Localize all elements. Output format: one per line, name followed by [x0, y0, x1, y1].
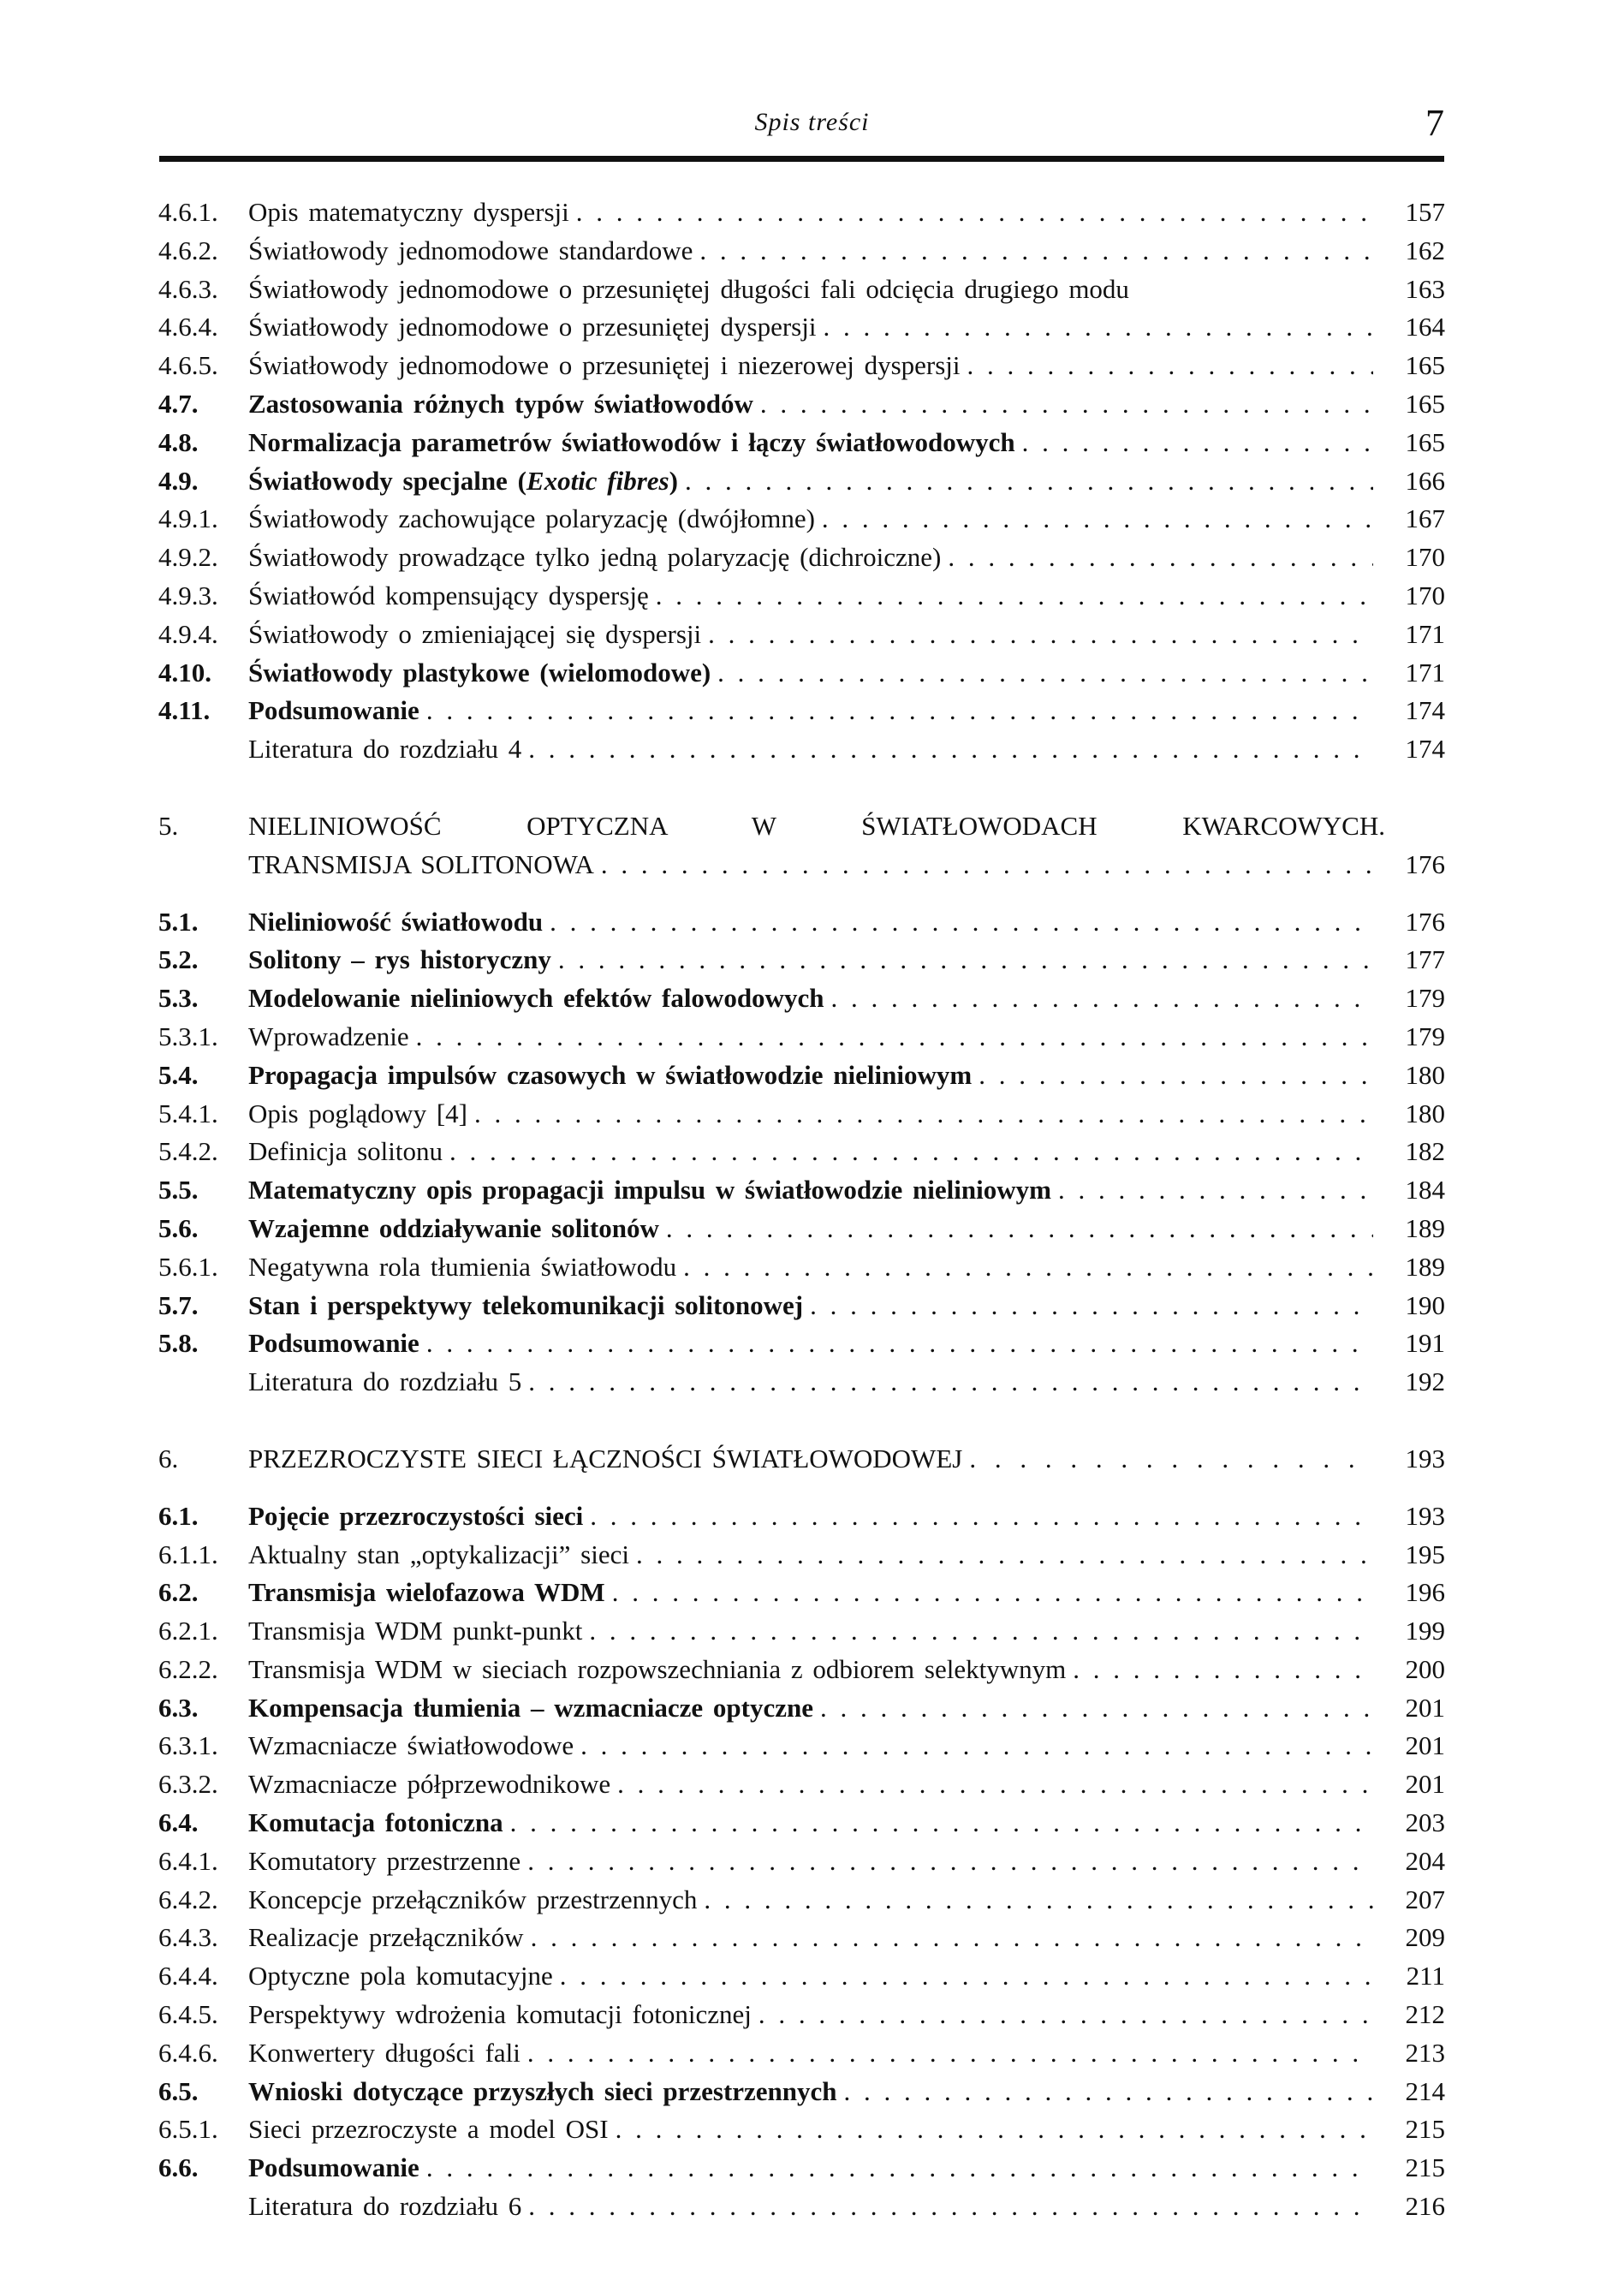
toc-entry [158, 500, 1445, 539]
dot-leader [416, 1018, 1373, 1057]
toc-entry [158, 1881, 1445, 1920]
dot-leader [449, 1133, 1373, 1171]
dot-leader [685, 462, 1373, 501]
entry-page: 165 [1405, 388, 1445, 419]
toc-entry [158, 979, 1445, 1018]
entry-title-text: Podsumowanie [248, 2152, 419, 2183]
toc-entry [158, 1018, 1445, 1057]
entry-number: 6.3.1. [158, 1730, 218, 1761]
dot-leader [820, 1689, 1373, 1728]
toc-entry [158, 1133, 1445, 1171]
dot-leader [717, 654, 1373, 693]
toc-entry [158, 1765, 1445, 1804]
dot-leader [580, 1727, 1373, 1765]
entry-title [248, 979, 824, 1018]
entry-title-text: Pojęcie przezroczystości sieci [248, 1500, 584, 1531]
entry-page: 215 [1405, 2152, 1445, 2183]
dot-leader [474, 1095, 1373, 1134]
entry-title [248, 1018, 409, 1057]
entry-title [248, 2073, 837, 2111]
entry-page: 215 [1405, 2114, 1445, 2145]
entry-title-text: Światłowód kompensujący dyspersję [248, 580, 649, 610]
entry-page: 203 [1405, 1807, 1445, 1838]
toc-entry [158, 385, 1445, 424]
entry-page: 167 [1405, 503, 1445, 534]
entry-title [248, 846, 594, 884]
entry-title [248, 347, 961, 385]
dot-leader [576, 193, 1373, 232]
entry-number: 4.9.2. [158, 542, 218, 573]
dot-leader [528, 1363, 1373, 1402]
entry-title [248, 1765, 610, 1804]
entry-page: 179 [1405, 1021, 1445, 1051]
entry-page: 192 [1405, 1366, 1445, 1397]
entry-title [248, 1497, 583, 1536]
toc-entry [158, 539, 1445, 577]
entry-title-text: PRZEZROCZYSTE SIECI ŁĄCZNOŚCI ŚWIATŁOWODOWEJ [248, 1443, 963, 1473]
entry-number: 5. [158, 810, 179, 841]
dot-leader [1073, 1651, 1373, 1689]
dot-leader [948, 539, 1373, 577]
entry-page: 213 [1405, 2037, 1445, 2068]
entry-title [248, 1325, 419, 1363]
entry-title-text: Modelowanie nieliniowych efektów falowodowych [248, 983, 824, 1014]
entry-title-text: Wzmacniacze półprzewodnikowe [248, 1769, 611, 1800]
entry-title [248, 1363, 521, 1402]
entry-page: 216 [1405, 2191, 1445, 2222]
entry-page: 209 [1405, 1922, 1445, 1953]
entry-number: 5.5. [158, 1175, 199, 1206]
dot-leader [656, 577, 1373, 616]
entry-number: 5.1. [158, 906, 199, 937]
entry-page: 170 [1405, 542, 1445, 573]
entry-title-text: Transmisja WDM punkt-punkt [248, 1616, 583, 1646]
entry-number: 6.2. [158, 1577, 199, 1608]
dot-leader [699, 232, 1373, 271]
entry-number: 5.6.1. [158, 1251, 218, 1282]
header-rule [159, 156, 1444, 162]
entry-page: 184 [1405, 1175, 1445, 1206]
entry-number: 6.4. [158, 1807, 199, 1838]
entry-title [248, 2188, 521, 2226]
entry-page: 180 [1405, 1059, 1445, 1090]
entry-title-text: Podsumowanie [248, 1328, 419, 1359]
toc-chapter-entry [158, 807, 1445, 846]
dot-leader [527, 1843, 1373, 1881]
entry-number: 4.6.1. [158, 197, 218, 227]
entry-title [248, 1996, 752, 2034]
entry-number: 6.4.3. [158, 1922, 218, 1953]
dot-leader [1058, 1171, 1373, 1210]
dot-leader [426, 692, 1373, 730]
entry-title [248, 692, 419, 730]
entry-page: 164 [1405, 312, 1445, 342]
entry-page: 200 [1405, 1653, 1445, 1684]
entry-title [248, 1171, 1051, 1210]
entry-number: 6.3.2. [158, 1769, 218, 1800]
dot-leader [510, 1804, 1373, 1843]
entry-title [248, 1957, 553, 1996]
entry-number: 6.3. [158, 1692, 199, 1723]
entry-title-text: Sieci przezroczyste a model OSI [248, 2114, 609, 2145]
toc-entry [158, 2073, 1445, 2111]
toc-entry [158, 271, 1445, 309]
running-header: Spis treści [754, 108, 870, 136]
entry-title [248, 1133, 443, 1171]
entry-page: 165 [1405, 426, 1445, 457]
entry-page: 193 [1405, 1500, 1445, 1531]
entry-title [248, 385, 753, 424]
entry-title [248, 500, 815, 539]
toc-entry [158, 232, 1445, 271]
entry-page: 171 [1405, 618, 1445, 649]
entry-page: 193 [1405, 1443, 1445, 1473]
entry-page: 191 [1405, 1328, 1445, 1359]
entry-title [248, 424, 1015, 462]
toc-entry [158, 903, 1445, 942]
entry-number: 4.6.4. [158, 312, 218, 342]
dot-leader [967, 347, 1373, 385]
entry-page: 174 [1405, 695, 1445, 726]
entry-title-text: Opis matematyczny dyspersji [248, 197, 569, 227]
toc-entry [158, 1843, 1445, 1881]
entry-number: 5.3.1. [158, 1021, 218, 1051]
entry-title [248, 1651, 1066, 1689]
entry-title-text: Komutatory przestrzenne [248, 1845, 521, 1876]
entry-title [248, 1536, 629, 1575]
toc-entry [158, 2149, 1445, 2188]
entry-title-text: Transmisja wielofazowa WDM [248, 1577, 605, 1608]
dot-leader [560, 1957, 1373, 1996]
entry-title [248, 1095, 467, 1134]
dot-leader [666, 1210, 1373, 1248]
entry-title [248, 1689, 813, 1728]
toc-entry [158, 1957, 1445, 1996]
toc-entry [158, 308, 1445, 347]
entry-page: 176 [1405, 848, 1445, 879]
dot-leader [527, 2034, 1373, 2073]
entry-number: 5.4. [158, 1059, 199, 1090]
entry-title-text: Normalizacja parametrów światłowodów i łączy światłowodowych [248, 426, 1015, 457]
entry-page: 199 [1405, 1616, 1445, 1646]
entry-title [248, 2034, 521, 2073]
entry-page: 166 [1405, 465, 1445, 496]
toc-entry [158, 1325, 1445, 1363]
entry-number: 6.4.1. [158, 1845, 218, 1876]
entry-title-text: Komutacja fotoniczna [248, 1807, 503, 1838]
entry-number: 5.8. [158, 1328, 199, 1359]
toc-entry [158, 1919, 1445, 1957]
dot-leader [758, 1996, 1373, 2034]
dot-leader [760, 385, 1373, 424]
entry-title-text: Światłowody jednomodowe o przesuniętej długości fali odcięcia drugiego modu [248, 273, 1129, 304]
dot-leader [550, 903, 1373, 942]
entry-title-text: Perspektywy wdrożenia komutacji fotonicznej [248, 1999, 752, 2030]
entry-title-text: Stan i perspektywy telekomunikacji solitonowej [248, 1289, 804, 1320]
entry-title-text: Literatura do rozdziału 4 [248, 734, 522, 765]
entry-number: 4.9.1. [158, 503, 218, 534]
toc-entry [158, 692, 1445, 730]
entry-title-text: Wnioski dotyczące przyszłych sieci przestrzennych [248, 2075, 837, 2106]
entry-title [248, 903, 543, 942]
entry-title [248, 577, 649, 616]
toc-entry [158, 1210, 1445, 1248]
entry-title-text: Literatura do rozdziału 5 [248, 1366, 522, 1397]
entry-number: 6.2.1. [158, 1616, 218, 1646]
entry-title [248, 616, 701, 654]
entry-title [248, 193, 569, 232]
entry-title [248, 1210, 659, 1248]
entry-title [248, 807, 1385, 846]
entry-number: 6.4.4. [158, 1961, 218, 1991]
entry-page: 211 [1406, 1961, 1445, 1991]
dot-leader [683, 1248, 1373, 1287]
entry-number: 4.8. [158, 426, 199, 457]
entry-title-text: Matematyczny opis propagacji impulsu w światłowodzie nieliniowym [248, 1175, 1051, 1206]
toc-entry [158, 2034, 1445, 2073]
entry-title-text: Solitony – rys historyczny [248, 944, 551, 975]
entry-title-text: NIELINIOWOŚĆ OPTYCZNA W ŚWIATŁOWODACH KWARCOWYCH. [248, 810, 1385, 841]
entry-title [248, 1440, 962, 1479]
entry-page: 165 [1405, 350, 1445, 381]
entry-number: 6.4.6. [158, 2037, 218, 2068]
toc-entry [158, 846, 1445, 884]
dot-leader [708, 616, 1373, 654]
entry-number: 5.3. [158, 983, 199, 1014]
dot-leader [616, 2110, 1373, 2149]
entry-title-text: Światłowody jednomodowe o przesuniętej dyspersji [248, 312, 817, 342]
entry-title-text: Podsumowanie [248, 695, 419, 726]
entry-title-text: Kompensacja tłumienia – wzmacniacze optyczne [248, 1692, 813, 1723]
entry-title [248, 232, 693, 271]
entry-title-text: Propagacja impulsów czasowych w światłowodzie nieliniowym [248, 1059, 973, 1090]
entry-title [248, 2110, 609, 2149]
entry-title-text: Światłowody plastykowe (wielomodowe) [248, 657, 711, 688]
dot-leader [636, 1536, 1373, 1575]
toc-entry [158, 654, 1445, 693]
entry-title [248, 462, 678, 501]
entry-page: 174 [1405, 734, 1445, 765]
entry-title-text: Zastosowania różnych typów światłowodów [248, 388, 753, 419]
entry-title [248, 1727, 574, 1765]
toc-entry [158, 1287, 1445, 1325]
dot-leader [426, 2149, 1373, 2188]
entry-title [248, 271, 1129, 309]
entry-page: 171 [1405, 657, 1445, 688]
dot-leader [823, 308, 1373, 347]
dot-leader [612, 1574, 1373, 1612]
entry-title [248, 730, 521, 769]
entry-title [248, 1843, 521, 1881]
toc-entry [158, 941, 1445, 979]
entry-number: 5.6. [158, 1212, 199, 1243]
table-of-contents [158, 193, 1445, 2226]
dot-leader [617, 1765, 1373, 1804]
entry-title-text: Światłowody o zmieniającej się dyspersji [248, 618, 702, 649]
entry-page: 190 [1405, 1289, 1445, 1320]
entry-title-text: Definicja solitonu [248, 1136, 443, 1167]
dot-leader [426, 1325, 1373, 1363]
entry-number: 4.11. [158, 695, 211, 726]
entry-page: 189 [1405, 1251, 1445, 1282]
entry-title-text: Opis poglądowy [4] [248, 1098, 467, 1128]
toc-entry [158, 1727, 1445, 1765]
dot-leader [589, 1612, 1373, 1651]
entry-title-text: Wzmacniacze światłowodowe [248, 1730, 574, 1761]
toc-entry [158, 1689, 1445, 1728]
dot-leader [844, 2073, 1373, 2111]
dot-leader [822, 500, 1373, 539]
toc-chapter-entry [158, 1440, 1445, 1479]
entry-title-text: Światłowody jednomodowe o przesuniętej i niezerowej dyspersji [248, 350, 961, 381]
entry-number: 6. [158, 1443, 179, 1473]
entry-title-text: Konwertery długości fali [248, 2037, 521, 2068]
entry-number: 5.7. [158, 1289, 199, 1320]
dot-leader [810, 1287, 1373, 1325]
entry-page: 182 [1405, 1136, 1445, 1167]
toc-entry [158, 1363, 1445, 1402]
dot-leader [528, 2188, 1373, 2226]
entry-number: 4.6.5. [158, 350, 218, 381]
dot-leader [979, 1057, 1373, 1095]
toc-entry [158, 462, 1445, 501]
entry-number: 4.10. [158, 657, 211, 688]
dot-leader [531, 1919, 1373, 1957]
entry-number: 5.4.2. [158, 1136, 218, 1167]
toc-entry [158, 1996, 1445, 2034]
toc-entry [158, 1651, 1445, 1689]
entry-page: 207 [1405, 1884, 1445, 1914]
entry-title-text: TRANSMISJA SOLITONOWA [248, 848, 594, 879]
entry-page: 157 [1405, 197, 1445, 227]
entry-title [248, 1612, 582, 1651]
entry-page: 195 [1405, 1539, 1445, 1569]
toc-entry [158, 1248, 1445, 1287]
entry-title-text: Wzajemne oddziaływanie solitonów [248, 1212, 659, 1243]
entry-title [248, 2149, 419, 2188]
entry-number: 6.2.2. [158, 1653, 218, 1684]
entry-title [248, 1804, 503, 1843]
entry-title-text: Wprowadzenie [248, 1021, 409, 1051]
entry-title-text: Koncepcje przełączników przestrzennych [248, 1884, 698, 1914]
entry-title [248, 654, 711, 693]
entry-page: 176 [1405, 906, 1445, 937]
entry-title [248, 1248, 676, 1287]
entry-page: 170 [1405, 580, 1445, 610]
toc-entry [158, 1095, 1445, 1134]
dot-leader [558, 941, 1373, 979]
entry-page: 201 [1405, 1692, 1445, 1723]
entry-title-text: Aktualny stan „optykalizacji” sieci [248, 1539, 629, 1569]
entry-number: 4.6.2. [158, 235, 218, 265]
entry-page: 212 [1405, 1999, 1445, 2030]
entry-title-text: Transmisja WDM w sieciach rozpowszechniania z odbiorem selektywnym [248, 1653, 1067, 1684]
entry-title-text: Optyczne pola komutacyjne [248, 1961, 553, 1991]
entry-number: 6.4.2. [158, 1884, 218, 1914]
dot-leader [969, 1440, 1373, 1479]
entry-number: 6.1. [158, 1500, 199, 1531]
entry-title [248, 941, 551, 979]
toc-entry [158, 2110, 1445, 2149]
entry-title [248, 1287, 803, 1325]
toc-entry [158, 577, 1445, 616]
toc-entry [158, 1497, 1445, 1536]
entry-title-text: Literatura do rozdziału 6 [248, 2191, 522, 2222]
dot-leader [1022, 424, 1373, 462]
entry-page: 201 [1405, 1769, 1445, 1800]
dot-leader [590, 1497, 1373, 1536]
entry-title [248, 539, 941, 577]
dot-leader [704, 1881, 1373, 1920]
entry-page: 162 [1405, 235, 1445, 265]
entry-title-text: Realizacje przełączników [248, 1922, 524, 1953]
toc-entry [158, 730, 1445, 769]
entry-page: 179 [1405, 983, 1445, 1014]
entry-number: 6.5. [158, 2075, 199, 2106]
entry-number: 6.6. [158, 2152, 199, 2183]
toc-entry [158, 1171, 1445, 1210]
entry-page: 189 [1405, 1212, 1445, 1243]
entry-title [248, 308, 816, 347]
entry-title-text: Negatywna rola tłumienia światłowodu [248, 1251, 677, 1282]
entry-page: 196 [1405, 1577, 1445, 1608]
entry-title [248, 1881, 697, 1920]
entry-title-italic: Exotic fibres [526, 465, 669, 496]
entry-page: 177 [1405, 944, 1445, 975]
toc-entry [158, 193, 1445, 232]
entry-page: 214 [1405, 2075, 1445, 2106]
entry-number: 6.1.1. [158, 1539, 218, 1569]
entry-number: 4.9.3. [158, 580, 218, 610]
dot-leader [528, 730, 1373, 769]
entry-number: 5.2. [158, 944, 199, 975]
dot-leader [830, 979, 1373, 1018]
entry-title-text: Światłowody specjalne ( [248, 465, 526, 496]
entry-page: 163 [1405, 273, 1445, 304]
entry-title [248, 1919, 524, 1957]
entry-page: 201 [1405, 1730, 1445, 1761]
entry-page: 204 [1405, 1845, 1445, 1876]
toc-entry [158, 1804, 1445, 1843]
entry-number: 4.6.3. [158, 273, 218, 304]
toc-entry [158, 347, 1445, 385]
entry-title [248, 1574, 605, 1612]
entry-title [248, 1057, 972, 1095]
toc-entry [158, 2188, 1445, 2226]
entry-number: 4.7. [158, 388, 199, 419]
toc-entry [158, 1536, 1445, 1575]
entry-title-text: Światłowody jednomodowe standardowe [248, 235, 693, 265]
entry-title-text: Nieliniowość światłowodu [248, 906, 544, 937]
entry-title-text: Światłowody prowadzące tylko jedną polaryzację (dichroiczne) [248, 542, 942, 573]
page-number: 7 [1425, 102, 1444, 144]
entry-number: 4.9. [158, 465, 199, 496]
entry-number: 5.4.1. [158, 1098, 218, 1128]
entry-page: 180 [1405, 1098, 1445, 1128]
entry-title-end: ) [669, 465, 678, 496]
entry-title-text: Światłowody zachowujące polaryzację (dwójłomne) [248, 503, 815, 534]
toc-entry [158, 1057, 1445, 1095]
entry-number: 4.9.4. [158, 618, 218, 649]
toc-entry [158, 1574, 1445, 1612]
toc-entry [158, 424, 1445, 462]
entry-number: 6.5.1. [158, 2114, 218, 2145]
toc-entry [158, 1612, 1445, 1651]
toc-entry [158, 616, 1445, 654]
entry-number: 6.4.5. [158, 1999, 218, 2030]
dot-leader [601, 846, 1373, 884]
